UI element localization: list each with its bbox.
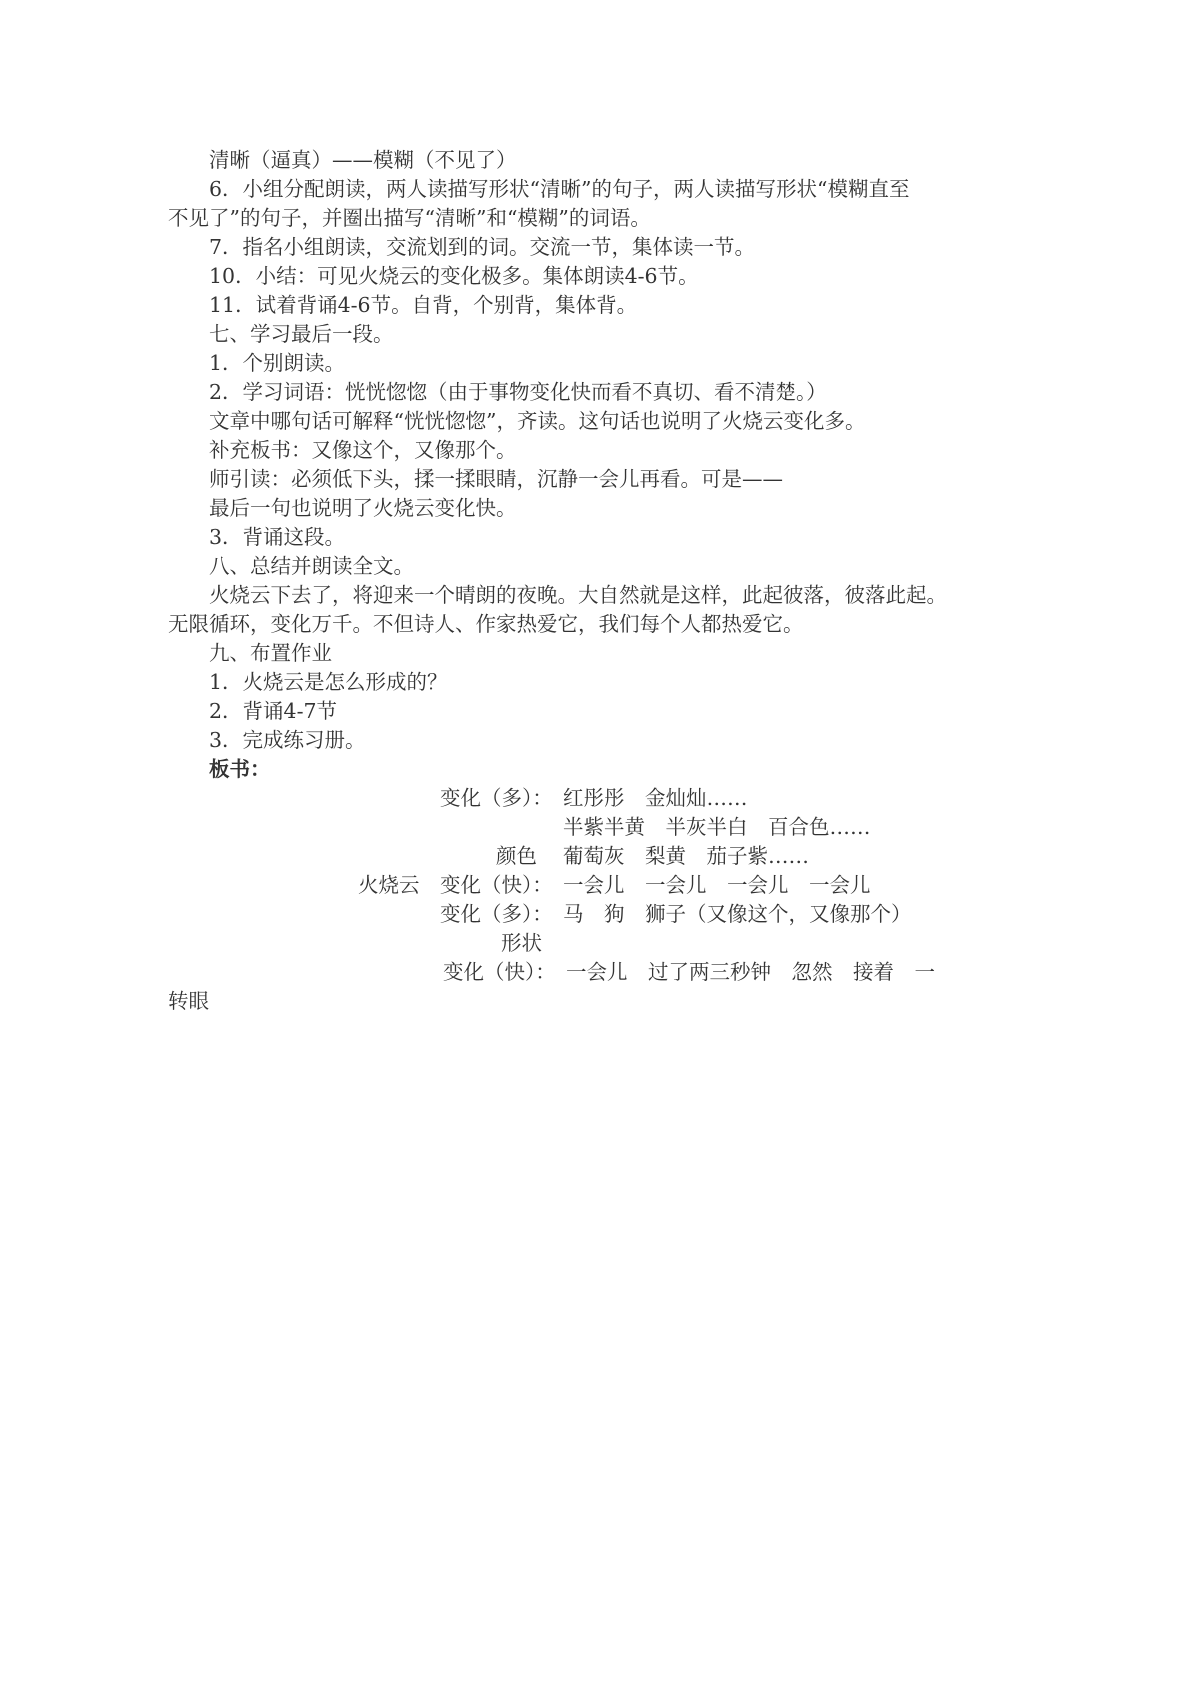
text-line: 1．火烧云是怎么形成的？ [209, 670, 448, 694]
text-line: 2．学习词语：恍恍惚惚（由于事物变化快而看不真切、看不清楚。） [209, 380, 827, 404]
text-line: 11．试着背诵4-6节。自背，个别背，集体背。 [209, 293, 638, 317]
board-color-many-items: 红彤彤 金灿灿…… [563, 786, 748, 810]
text-line: 无限循环，变化万千。不但诗人、作家热爱它，我们每个人都热爱它。 [168, 612, 804, 636]
board-topic: 火烧云 [358, 873, 420, 897]
board-color-fast-label: 变化（快）： [440, 873, 553, 897]
board-color-label: 颜色 [496, 844, 537, 868]
section-heading: 七、学习最后一段。 [209, 322, 394, 346]
board-shape-fast-label: 变化（快）： [443, 960, 556, 984]
board-color-fast-items: 一会儿 一会儿 一会儿 一会儿 [563, 873, 871, 897]
text-line: 文章中哪句话可解释“恍恍惚惚”，齐读。这句话也说明了火烧云变化多。 [209, 409, 866, 433]
text-line: 补充板书：又像这个，又像那个。 [209, 438, 517, 462]
board-shape-fast-items: 一会儿 过了两三秒钟 忽然 接着 一 [566, 960, 935, 984]
text-line: 师引读：必须低下头，揉一揉眼睛，沉静一会儿再看。可是—— [209, 467, 783, 491]
board-shape-many-label: 变化（多）： [440, 902, 553, 926]
board-shape-fast-wrap: 转眼 [168, 989, 209, 1013]
text-line: 3．完成练习册。 [209, 728, 366, 752]
text-line: 最后一句也说明了火烧云变化快。 [209, 496, 517, 520]
text-line: 清晰（逼真）——模糊（不见了） [209, 148, 517, 172]
section-heading: 八、总结并朗读全文。 [209, 554, 414, 578]
text-line: 3．背诵这段。 [209, 525, 346, 549]
section-heading: 九、布置作业 [209, 641, 332, 665]
text-line: 7．指名小组朗读，交流划到的词。交流一节，集体读一节。 [209, 235, 756, 259]
text-line: 火烧云下去了，将迎来一个晴朗的夜晚。大自然就是这样，此起彼落，彼落此起。 [209, 583, 947, 607]
text-line: 2．背诵4-7节 [209, 699, 338, 723]
board-color-many-label: 变化（多）： [440, 786, 553, 810]
board-color-many-items: 葡萄灰 梨黄 茄子紫…… [563, 844, 809, 868]
text-line: 1．个别朗读。 [209, 351, 346, 375]
text-line: 6．小组分配朗读，两人读描写形状“清晰”的句子，两人读描写形状“模糊直至 [209, 177, 910, 201]
board-heading: 板书： [209, 757, 271, 781]
board-shape-many-items: 马 狗 狮子（又像这个，又像那个） [563, 902, 912, 926]
board-color-many-items: 半紫半黄 半灰半白 百合色…… [563, 815, 871, 839]
text-line: 不见了”的句子，并圈出描写“清晰”和“模糊”的词语。 [168, 206, 651, 230]
board-shape-label: 形状 [501, 931, 542, 955]
text-line: 10．小结：可见火烧云的变化极多。集体朗读4-6节。 [209, 264, 699, 288]
